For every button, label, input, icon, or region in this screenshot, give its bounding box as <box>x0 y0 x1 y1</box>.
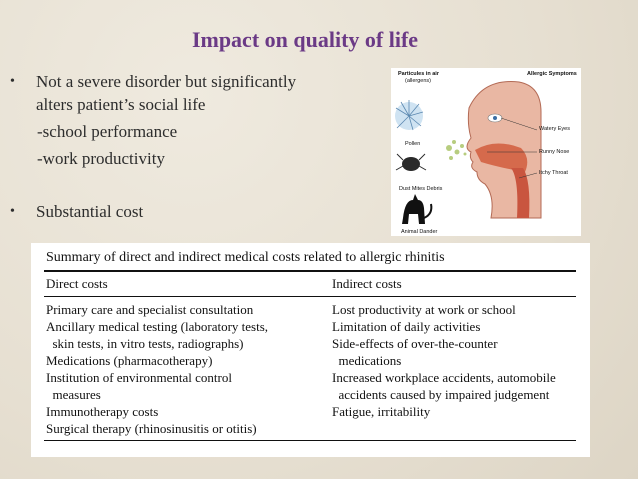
sub-item-school: -school performance <box>37 122 178 141</box>
bullet-2-text: Substantial cost <box>36 202 144 221</box>
cat-icon <box>402 194 425 224</box>
table-header-rule <box>44 296 576 297</box>
dust-mite-icon <box>402 157 420 171</box>
bullet-dot-icon: • <box>10 204 15 219</box>
cost-table <box>31 243 590 457</box>
slide-title: Impact on quality of life <box>191 27 419 52</box>
animal-label: Animal Dander <box>401 229 438 235</box>
table-cell-indirect: Increased workplace accidents, automobile <box>332 370 556 385</box>
table-cell-indirect: accidents caused by impaired judgement <box>332 387 550 402</box>
table-bottom-rule <box>44 440 576 441</box>
table-cell-direct: Ancillary medical testing (laboratory tests, <box>46 319 269 334</box>
allergy-illustration <box>391 68 581 236</box>
pollen-label: Pollen <box>405 141 421 147</box>
watery-eyes-label: Watery Eyes <box>539 126 570 132</box>
table-top-rule <box>44 270 576 272</box>
table-cell-indirect: Side-effects of over-the-counter <box>332 336 498 351</box>
itchy-throat-label: Itchy Throat <box>539 170 568 176</box>
bullet-dot-icon: • <box>10 74 15 89</box>
table-cell-direct: Primary care and specialist consultation <box>46 302 254 317</box>
table-cell-direct: Immunotherapy costs <box>46 404 159 419</box>
header-direct: Direct costs <box>46 276 108 291</box>
table-cell-direct: measures <box>46 387 101 402</box>
table-caption: Summary of direct and indirect medical costs related to allergic rhinitis <box>46 250 445 265</box>
table-cell-indirect: Limitation of daily activities <box>332 319 481 334</box>
header-indirect: Indirect costs <box>332 276 402 291</box>
table-cell-direct: Institution of environmental control <box>46 370 232 385</box>
table-cell-direct: skin tests, in vitro tests, radiographs) <box>46 336 244 351</box>
bullet-1-line-1: Not a severe disorder but significantly <box>36 72 297 91</box>
table-cell-direct: Surgical therapy (rhinosinusitis or otitis) <box>46 421 257 436</box>
particles-subtitle: (allergens) <box>405 78 431 84</box>
bullet-1-line-2: alters patient’s social life <box>36 95 206 114</box>
table-cell-indirect: Fatigue, irritability <box>332 404 431 419</box>
particles-title: Particules in air <box>398 71 439 77</box>
symptoms-title: Allergic Symptoms <box>527 71 577 77</box>
allergen-spray-icon <box>446 140 467 160</box>
table-cell-indirect: medications <box>332 353 402 368</box>
cat-tail-icon <box>424 204 431 218</box>
table-cell-direct: Medications (pharmacotherapy) <box>46 353 213 368</box>
dust-label: Dust Mites Debris <box>399 186 443 192</box>
sub-item-work: -work productivity <box>37 149 165 168</box>
table-cell-indirect: Lost productivity at work or school <box>332 302 516 317</box>
runny-nose-label: Runny Nose <box>539 149 570 155</box>
